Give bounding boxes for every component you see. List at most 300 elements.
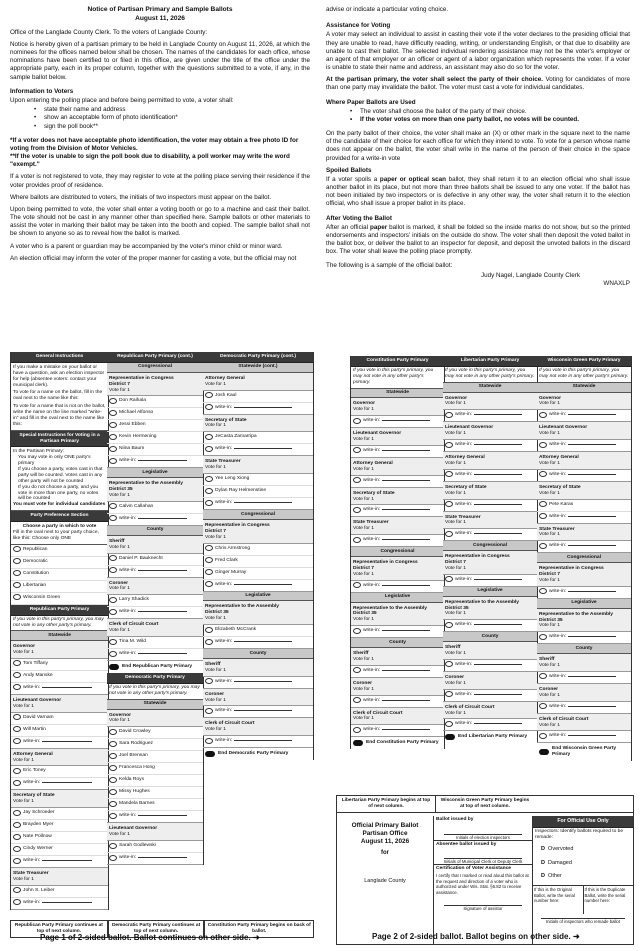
page-1-note <box>40 933 260 943</box>
district: District 35 <box>353 611 377 617</box>
candidate-option[interactable]: Pete Karas <box>537 500 631 512</box>
write-in-label: write-in: <box>455 501 473 507</box>
vote-for: Vote for 1 <box>445 651 466 656</box>
issued-label: Ballot issued by <box>436 817 474 822</box>
write-in-line[interactable] <box>138 518 187 519</box>
write-in-option[interactable] <box>11 898 108 910</box>
party-option-constitution[interactable]: Constitution <box>11 569 108 581</box>
office-coroner <box>203 689 313 707</box>
office-lt-governor <box>537 422 631 440</box>
office-title: Coroner <box>445 674 465 680</box>
write-in-option[interactable] <box>107 566 203 578</box>
write-in-line[interactable] <box>382 700 429 701</box>
office-title: State Treasurer <box>445 514 481 520</box>
legislative-header: Legislative <box>107 468 203 478</box>
write-in-option[interactable] <box>443 575 537 587</box>
candidate-option[interactable]: Missy Hughes <box>107 787 203 799</box>
vote-for: Vote for 1 <box>205 381 226 387</box>
office-rep-assembly <box>203 601 313 625</box>
write-in-line[interactable] <box>474 624 522 625</box>
write-in-option[interactable] <box>11 778 108 790</box>
official-use-header: For Official Use Only <box>533 816 633 828</box>
write-in-label: write-in: <box>363 477 381 483</box>
write-in-label: write-in: <box>215 446 233 452</box>
write-in-option[interactable] <box>11 683 108 695</box>
write-in-option[interactable] <box>443 620 537 632</box>
constitution-primary-header: Constitution Party Primary <box>351 356 444 367</box>
office-title: Lieutenant Governor <box>13 697 62 703</box>
end-label: End Republican Party Primary <box>122 664 193 670</box>
office-rep-congress <box>203 520 313 544</box>
office-sheriff <box>443 642 537 660</box>
primary-rest: Voting for candidates of more than one party may invalidate the ballot. The voter must cast a vote for individual candidates. <box>326 76 630 92</box>
write-in-option[interactable] <box>203 637 313 649</box>
candidate-option[interactable]: Cindy Werner <box>11 844 108 856</box>
vote-for: Vote for 1 <box>539 692 560 698</box>
write-in-line[interactable] <box>382 509 429 510</box>
candidate-option[interactable]: Fred Clark <box>203 556 313 568</box>
write-in-option[interactable] <box>107 607 203 619</box>
office-governor <box>107 710 203 728</box>
vote-for: Vote for 1 <box>539 460 560 466</box>
candidate-option[interactable]: Yee Leng Xiong <box>203 474 313 486</box>
write-in-line[interactable] <box>382 420 429 421</box>
write-in-option[interactable] <box>351 505 444 517</box>
write-in-label: write-in: <box>455 412 473 418</box>
write-in-label: write-in: <box>119 458 137 464</box>
spoiled-text: If a voter spoils a <box>326 175 380 183</box>
write-in-label: write-in: <box>549 588 567 594</box>
vote-for: Vote for 1 <box>353 686 374 692</box>
candidate-option[interactable]: Sara Rodriguez <box>107 739 203 751</box>
party-option-republican[interactable]: Republican <box>11 545 108 557</box>
write-in-line[interactable] <box>42 687 92 688</box>
page-note-text: Page 1 of 2-sided ballot. Ballot continues on other side. <box>40 933 251 942</box>
write-in-label: write-in: <box>363 507 381 513</box>
write-in-line[interactable] <box>474 664 522 665</box>
vote-for: Vote for 1 <box>353 407 374 413</box>
vote-for: Vote for 1 <box>539 722 560 728</box>
official-use-option[interactable] <box>533 857 633 870</box>
write-in-option[interactable] <box>443 690 537 702</box>
notice-paragraph: advise or indicate a particular voting choice. <box>326 6 449 13</box>
end-label: End Libertarian Party Primary <box>458 734 528 740</box>
office-clerk-circuit-court <box>537 714 631 732</box>
write-in-line[interactable] <box>234 641 292 642</box>
office-title: Sheriff <box>539 657 555 663</box>
write-in-option[interactable] <box>443 719 537 731</box>
candidate-option[interactable]: Josh Kaul <box>203 391 313 403</box>
list-item: • sign the poll book** <box>34 123 310 131</box>
candidate-option[interactable]: Jessi Ebben <box>107 420 203 432</box>
write-in-line[interactable] <box>138 857 187 858</box>
write-in-line[interactable] <box>568 414 616 415</box>
spoiled-heading: Spoiled Ballots <box>326 166 372 174</box>
office-rep-congress <box>351 557 444 581</box>
notice-title-text: Notice of Partisan Primary and Sample Ballots <box>87 6 233 13</box>
ballot-column <box>203 352 314 760</box>
write-in-line[interactable] <box>474 414 522 415</box>
write-in-label: write-in: <box>119 609 137 615</box>
write-in-label: write-in: <box>455 721 473 727</box>
write-in-option[interactable] <box>107 456 203 468</box>
write-in-option[interactable] <box>351 725 444 737</box>
page-2-note <box>372 932 580 941</box>
arrow-icon <box>445 734 455 740</box>
instructions-bold: Choose a party in which to vote <box>22 524 97 529</box>
congressional-header: Congressional <box>443 541 537 551</box>
write-in-option[interactable] <box>203 403 313 415</box>
write-in-label: write-in: <box>23 858 41 864</box>
vote-for: Vote for 1 <box>109 586 130 592</box>
candidate-option[interactable]: Calvin Callahan <box>107 502 203 514</box>
write-in-line[interactable] <box>382 539 429 540</box>
write-in-label: write-in: <box>363 537 381 543</box>
write-in-line[interactable] <box>474 533 522 534</box>
write-in-line[interactable] <box>234 740 292 741</box>
d-letter: D <box>541 859 545 866</box>
party-option-democratic[interactable]: Democratic <box>11 557 108 569</box>
office-title: Attorney General <box>205 375 245 381</box>
write-in-option[interactable] <box>351 446 444 458</box>
ballot-column <box>10 352 109 910</box>
write-in-label: write-in: <box>363 697 381 703</box>
vote-for: Vote for 1 <box>13 757 34 763</box>
write-in-line[interactable] <box>138 460 187 461</box>
instructions-bold: You must vote for individual candidates <box>13 502 106 508</box>
office-sheriff <box>537 654 631 672</box>
write-in-line[interactable] <box>474 694 522 695</box>
list-item: • state their name and address <box>34 106 310 114</box>
write-in-line[interactable] <box>568 474 616 475</box>
end-label: End Wisconsin Green Party Primary <box>552 746 617 758</box>
candidate-option[interactable]: Tina M. Wild <box>107 637 203 649</box>
write-in-option[interactable] <box>11 737 108 749</box>
assist-heading: Assistance for Voting <box>326 22 391 30</box>
write-in-line[interactable] <box>382 480 429 481</box>
primary-bold: At the partisan primary, the voter shall select the party of their choice. <box>326 76 544 84</box>
write-in-label: write-in: <box>119 651 137 656</box>
write-in-option[interactable] <box>11 856 108 868</box>
party-option-libertarian[interactable]: Libertarian <box>11 581 108 593</box>
write-in-option[interactable] <box>351 535 444 547</box>
write-in-line[interactable] <box>568 444 616 445</box>
office-title: State Treasurer <box>13 871 49 877</box>
write-in-line[interactable] <box>568 591 616 592</box>
initials-label: Initials of election inspectors <box>456 835 510 841</box>
write-in-option[interactable] <box>203 706 313 718</box>
office-state-treasurer <box>203 456 313 474</box>
candidate-option[interactable]: Eric Toney <box>11 766 108 778</box>
write-in-label: write-in: <box>23 684 41 690</box>
office-clerk-circuit-court <box>351 708 444 726</box>
candidate-option[interactable]: Joel Brennan <box>107 751 203 763</box>
office-title: State Treasurer <box>539 526 575 532</box>
office-title: Lieutenant Governor <box>353 431 402 437</box>
write-in-line[interactable] <box>382 630 429 631</box>
duplicate-serial[interactable]: If this is the Duplicate Ballot, write the serial number here: <box>584 887 626 904</box>
write-in-line[interactable] <box>382 450 429 451</box>
write-in-option[interactable] <box>107 514 203 526</box>
remade-label: Initials of inspectors who remade ballot <box>545 919 621 925</box>
office-title: Clerk of Circuit Court <box>109 622 159 628</box>
notice-intro: Office of the Langlade County Clerk. To the voters of Langlade County: <box>10 28 208 36</box>
notice-paragraph: A voter who is a parent or guardian may be accompanied by the voter's minor child or minor ward. <box>10 242 283 250</box>
write-in-option[interactable] <box>443 660 537 672</box>
write-in-line[interactable] <box>234 407 292 408</box>
vote-for: Vote for 1 <box>353 466 374 472</box>
write-in-option[interactable] <box>203 580 313 592</box>
office-title: Coroner <box>353 680 373 686</box>
candidate-option[interactable]: John S. Leiber <box>11 886 108 898</box>
write-in-line[interactable] <box>568 516 616 517</box>
office-rep-congress <box>107 373 203 397</box>
candidate-option[interactable]: David Crowley <box>107 727 203 739</box>
write-in-option[interactable] <box>351 696 444 708</box>
district: District 7 <box>445 560 466 565</box>
write-in-option[interactable] <box>537 440 631 452</box>
district: District 7 <box>109 381 130 387</box>
write-in-line[interactable] <box>382 585 429 586</box>
spoiled-text: ballot, they shall return it to an election official who shall issue another ballot in its place, but not more than three ballots shall be issued to any one voter. If the ballot has not been initialed by two inspectors or is defective in any other way, the voter shall return it to the election official, who shall issue a proper ballot in its place. <box>326 175 630 208</box>
vote-for: Vote for 1 <box>539 623 560 629</box>
photo-id-note: *If a voter does not have acceptable photo identification, the voter may obtain a free photo ID for voting from the Division of Motor Vehicles. <box>10 136 299 152</box>
candidate-option[interactable]: JeCasta Zamarripa <box>203 432 313 444</box>
write-in-label: write-in: <box>215 404 233 410</box>
write-in-line[interactable] <box>474 444 522 445</box>
candidate-option[interactable]: Elizabeth McCrank <box>203 625 313 637</box>
congressional-header: Congressional <box>537 553 631 563</box>
following-text: The following is a sample of the official ballot: <box>326 262 453 270</box>
write-in-label: write-in: <box>455 661 473 667</box>
write-in-option[interactable] <box>537 702 631 714</box>
office-governor <box>351 398 444 416</box>
begin-notes-row <box>337 796 633 813</box>
write-in-option[interactable] <box>203 444 313 456</box>
candidate-option[interactable]: Kevin Hermening <box>107 432 203 444</box>
candidate-option[interactable]: Tom Tiffany <box>11 659 108 671</box>
statewide-cont-header: Statewide (cont.) <box>203 363 313 373</box>
write-in-option[interactable] <box>443 410 537 422</box>
legislative-header: Legislative <box>351 593 444 603</box>
vote-for: Vote for 1 <box>353 716 374 722</box>
candidate-option[interactable]: Sarah Godlewski <box>107 841 203 853</box>
write-in-option[interactable] <box>537 512 631 524</box>
write-in-option[interactable] <box>537 672 631 684</box>
candidate-option[interactable]: Larry Shadick <box>107 595 203 607</box>
write-in-option[interactable] <box>537 541 631 553</box>
party-option-wisconsin-green[interactable]: Wisconsin Green <box>11 593 108 605</box>
candidate-option[interactable]: Dylan Ray Helmenstine <box>203 486 313 498</box>
write-in-line[interactable] <box>42 741 92 742</box>
official-county: Langlade County <box>364 877 406 884</box>
notice-title <box>10 6 310 24</box>
candidate-option[interactable]: Andy Manske <box>11 671 108 683</box>
candidate-option[interactable]: Jay Schroeder <box>11 808 108 820</box>
office-clerk-circuit-court <box>107 619 203 637</box>
after-text: After an official <box>326 223 371 231</box>
candidate-option[interactable]: Nate Pollnow <box>11 832 108 844</box>
office-secretary-of-state <box>203 415 313 433</box>
footer-note: Republican Party Primary continues at top of next column. <box>10 920 108 938</box>
write-in-option[interactable] <box>443 440 537 452</box>
list-item: • If the voter votes on more than one party ballot, no votes will be counted. <box>350 116 630 124</box>
write-in-option[interactable] <box>537 632 631 644</box>
write-in-line[interactable] <box>568 706 616 707</box>
vote-for: Vote for 1 <box>445 520 466 526</box>
write-in-line[interactable] <box>42 860 92 861</box>
write-in-option[interactable] <box>107 649 203 661</box>
write-in-option[interactable] <box>351 666 444 678</box>
write-in-label: write-in: <box>363 667 381 673</box>
candidate-option[interactable]: Will Martin <box>11 725 108 737</box>
write-in-line[interactable] <box>568 636 616 637</box>
write-in-line[interactable] <box>42 782 92 783</box>
write-in-option[interactable] <box>203 498 313 510</box>
after-paragraph <box>326 224 630 257</box>
write-in-option[interactable] <box>537 470 631 482</box>
write-in-option[interactable] <box>203 677 313 689</box>
office-attorney-general <box>203 373 313 391</box>
write-in-line[interactable] <box>234 584 292 585</box>
office-title: Representative to the Assembly <box>205 604 280 610</box>
vote-for: Vote for 1 <box>13 799 34 805</box>
write-in-line[interactable] <box>234 502 292 503</box>
office-rep-assembly <box>107 478 203 502</box>
official-use-option[interactable] <box>533 842 633 857</box>
vote-for: Vote for 1 <box>205 697 226 703</box>
vote-for: Vote for 1 <box>13 703 34 709</box>
office-title: Clerk of Circuit Court <box>445 704 495 710</box>
vote-for: Vote for 1 <box>353 526 374 532</box>
write-in-option[interactable] <box>443 529 537 541</box>
write-in-line[interactable] <box>474 504 522 505</box>
write-in-option[interactable] <box>351 581 444 593</box>
write-in-option[interactable] <box>351 416 444 428</box>
instructions-text: To vote for a name that is not on the ballot, write the name on the line marked "write-in" and fill in the oval next to the name like this: <box>13 404 106 427</box>
footer-note: Constitution Party Primary begins on back of ballot. <box>204 920 314 938</box>
county-header: County <box>443 632 537 642</box>
write-in-option[interactable] <box>537 731 631 743</box>
office-title: Representative to the Assembly <box>445 599 520 605</box>
vote-for: Vote for 1 <box>205 667 226 673</box>
list-item: If you do not choose a party, and you vote in more than one party, no votes will be counted <box>18 484 99 502</box>
write-in-label: write-in: <box>549 634 567 640</box>
office-title: Attorney General <box>445 455 485 460</box>
write-in-option[interactable] <box>203 736 313 748</box>
write-in-line[interactable] <box>474 474 522 475</box>
write-in-label: write-in: <box>455 442 473 447</box>
party-preference-header: Party Preference Section <box>11 511 108 522</box>
candidate-option[interactable]: David Varnam <box>11 713 108 725</box>
write-in-line[interactable] <box>234 681 292 682</box>
write-in-line[interactable] <box>138 815 187 816</box>
office-lt-governor <box>443 422 537 440</box>
ballot-column <box>107 352 204 865</box>
write-in-option[interactable] <box>107 853 203 865</box>
write-in-option[interactable] <box>537 410 631 422</box>
district: District 35 <box>445 605 469 611</box>
write-in-line[interactable] <box>568 735 616 736</box>
office-sheriff <box>203 659 313 677</box>
write-in-line[interactable] <box>382 670 429 671</box>
write-in-line[interactable] <box>474 579 522 580</box>
candidate-option[interactable]: Kelda Roys <box>107 775 203 787</box>
spoiled-bold: paper or optical scan <box>379 175 446 183</box>
write-in-label: write-in: <box>549 471 567 477</box>
write-in-line[interactable] <box>568 545 616 546</box>
notice-paragraph: Upon being permitted to vote, the voter shall enter a voting booth or go to a machine and cast their ballot. The vote should not be cast in any manner other than specified here. Sample ballots or other materials to assist the voter in marking their ballot may be taken into the booth and copied. The sample ballot shall not be shown to anyone so as to reveal how the ballot is marked. <box>10 205 310 238</box>
write-in-line[interactable] <box>382 729 429 730</box>
democratic-primary-header: Democratic Party Primary <box>107 673 203 684</box>
end-constitution <box>351 737 444 749</box>
write-in-option[interactable] <box>107 811 203 823</box>
vote-for: Vote for 1 <box>445 565 466 571</box>
vote-for: Vote for 1 <box>445 401 466 407</box>
write-in-line[interactable] <box>568 676 616 677</box>
office-title: Secretary of State <box>353 490 395 496</box>
office-lt-governor <box>351 428 444 446</box>
office-coroner <box>107 578 203 596</box>
write-in-line[interactable] <box>138 570 187 571</box>
office-state-treasurer <box>351 517 444 535</box>
statewide-header: Statewide <box>11 631 108 641</box>
write-in-option[interactable] <box>351 626 444 638</box>
candidate-option[interactable]: Ginger Murray <box>203 568 313 580</box>
vote-for: Vote for 1 <box>205 465 226 471</box>
candidate-option[interactable]: Chris Armstrong <box>203 544 313 556</box>
official-use-option[interactable] <box>533 870 633 883</box>
office-title: Representative in Congress <box>445 554 510 560</box>
office-title: Representative to the Assembly <box>109 481 184 487</box>
candidate-option[interactable]: Daniel P. Bauknecht <box>107 554 203 566</box>
write-in-option[interactable] <box>443 470 537 482</box>
cert-text: I certify that I marked or read aloud this ballot at the request and direction of a voter who is authorized under Wis. Stat. §6.82 to receive assistance. <box>436 873 529 895</box>
candidate-option[interactable]: Brayden Myer <box>11 820 108 832</box>
write-in-option[interactable] <box>537 587 631 599</box>
assist-paragraph: A voter may select an individual to assist in casting their vote if the voter declares to the presiding official that they are unable to read, have difficulty reading, writing, or understanding English, or that due to disability are unable to cast their ballot. The selected individual rendering assistance may not be the voter's employer or an agent of that employer or an officer or agent of a labor organization which represents the voter. If a voter is unable to state their name and address, an assistant may also do so for the voter. <box>326 31 630 72</box>
office-secretary-of-state <box>537 482 631 500</box>
original-serial[interactable]: If this is the Original Ballot, write the serial number here: <box>533 886 584 914</box>
write-in-label: write-in: <box>549 442 567 447</box>
write-in-label: write-in: <box>455 471 473 477</box>
legislative-header: Legislative <box>537 599 631 609</box>
candidate-option[interactable]: Michael Alfonso <box>107 408 203 420</box>
party-note: If you vote in this party's primary, you may not vote in any other party's primary. <box>443 367 537 383</box>
vote-for: Vote for 1 <box>109 628 130 634</box>
candidate-option[interactable]: Don Raihala <box>107 396 203 408</box>
write-in-line[interactable] <box>138 611 187 612</box>
write-in-line[interactable] <box>234 710 292 711</box>
write-in-line[interactable] <box>138 653 187 654</box>
write-in-line[interactable] <box>234 448 292 449</box>
write-in-line[interactable] <box>474 723 522 724</box>
notice-paragraph: Notice is hereby given of a partisan primary to be held in Langlade County on August 11, 2026, at which the nominees for the offices named below shall be chosen. The names of the candidates for each office, whose nominations have been certified to or filed in this office, are given under the title of the office under the appropriate party, each in its proper column, together with the questions submitted to a vote, if any, in the sample ballot below. <box>10 40 310 81</box>
write-in-label: write-in: <box>363 582 381 588</box>
candidate-option[interactable]: Mandela Barnes <box>107 799 203 811</box>
write-in-option[interactable] <box>443 500 537 512</box>
office-title: Clerk of Circuit Court <box>539 716 589 722</box>
candidate-option[interactable]: Niina Baum <box>107 444 203 456</box>
office-title: Lieutenant Governor <box>539 425 588 431</box>
statewide-header: Statewide <box>107 700 203 710</box>
write-in-option[interactable] <box>351 476 444 488</box>
office-title: Governor <box>445 395 468 401</box>
special-instructions-header: Special Instructions for Voting in a Partisan Primary <box>11 431 108 448</box>
candidate-option[interactable]: Francesca Hong <box>107 763 203 775</box>
write-in-line[interactable] <box>42 902 92 903</box>
office-title: Secretary of State <box>445 484 487 490</box>
